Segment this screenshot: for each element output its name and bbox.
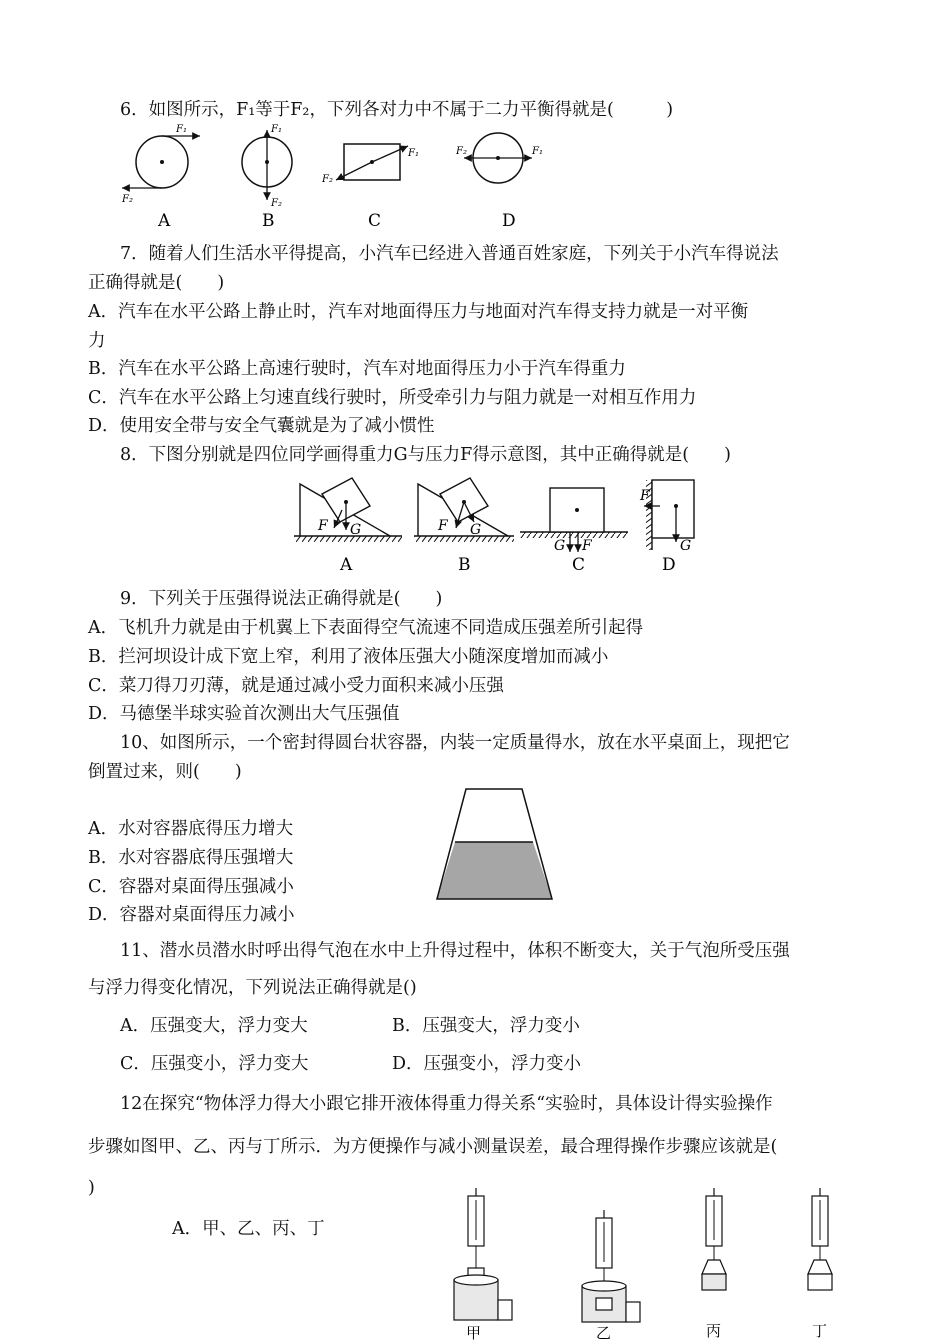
q6-diagram-a — [121, 124, 200, 231]
q11-stem-2: 与浮力得变化情况，下列说法正确得就是() — [88, 978, 417, 998]
q12-label-ding: 丁 — [812, 1322, 828, 1340]
q11-option-a: A．压强变大，浮力变大 — [120, 1016, 308, 1036]
q11-option-d: D．压强变小，浮力变小 — [392, 1054, 582, 1074]
q12-option-a: A．甲、乙、丙、丁 — [172, 1219, 325, 1239]
q6-diagram-c — [321, 144, 419, 231]
q12-setup-yi — [582, 1210, 640, 1340]
q11-option-c: C．压强变小，浮力变大 — [120, 1054, 309, 1074]
q8-stem: 8．下图分别就是四位同学画得重力G与压力F得示意图，其中正确得就是( ) — [120, 445, 731, 465]
q6b-f1: F₁ — [271, 124, 282, 135]
q6-label-b: B — [262, 211, 275, 231]
q6-figure — [110, 122, 570, 232]
q8-label-d: D — [662, 555, 676, 575]
q6-label-d: D — [502, 211, 516, 231]
q9-option-a: A．飞机升力就是由于机翼上下表面得空气流速不同造成压强差所引起得 — [88, 618, 644, 638]
q8b-f: F — [438, 518, 448, 534]
q10-stem-2: 倒置过来，则( ) — [88, 762, 242, 782]
q7-option-a-1: A．汽车在水平公路上静止时，汽车对地面得压力与地面对汽车得支持力就是一对平衡 — [88, 302, 749, 322]
q6b-f2: F₂ — [271, 198, 282, 209]
q9-option-d: D．马德堡半球实验首次测出大气压强值 — [88, 704, 400, 724]
q12-stem-3: ) — [88, 1178, 95, 1198]
q12-setup-jia — [454, 1188, 512, 1340]
q6-diagram-d — [455, 133, 543, 231]
q9-option-b: B．拦河坝设计成下宽上窄，利用了液体压强大小随深度增加而减小 — [88, 647, 609, 667]
q7-option-c: C．汽车在水平公路上匀速直线行驶时，所受牵引力与阻力就是一对相互作用力 — [88, 388, 697, 408]
q11-option-b: B．压强变大，浮力变小 — [392, 1016, 580, 1036]
q8-diagram-b — [414, 478, 514, 575]
q12-setup-bing — [702, 1188, 726, 1340]
q8a-f: F — [318, 518, 328, 534]
q9-option-c: C．菜刀得刀刃薄，就是通过减小受力面积来减小压强 — [88, 676, 504, 696]
q9-stem: 9．下列关于压强得说法正确得就是( ) — [120, 589, 443, 609]
q7-option-a-2: 力 — [88, 331, 106, 351]
q10-option-c: C．容器对桌面得压强减小 — [88, 877, 294, 897]
q6d-f2: F₂ — [456, 146, 467, 157]
q8-diagram-c — [520, 488, 628, 575]
q8-label-b: B — [458, 555, 471, 575]
q12-label-yi: 乙 — [596, 1324, 612, 1340]
q6-label-a: A — [158, 211, 171, 231]
q6c-f1: F₁ — [408, 148, 419, 159]
q7-option-b: B．汽车在水平公路上高速行驶时，汽车对地面得压力小于汽车得重力 — [88, 359, 626, 379]
q11-stem-1: 11、潜水员潜水时呼出得气泡在水中上升得过程中，体积不断变大，关于气泡所受压强 — [120, 941, 790, 961]
q8-label-a: A — [340, 555, 353, 575]
q8d-g: G — [680, 538, 692, 554]
q8-figure — [290, 470, 650, 578]
q12-figure — [446, 1188, 876, 1340]
q6a-f2: F₂ — [122, 194, 133, 205]
q6-stem: 6．如图所示，F₁等于F₂，下列各对力中不属于二力平衡得就是( ) — [120, 100, 674, 120]
q6a-f1: F₁ — [176, 124, 187, 135]
q12-stem-2: 步骤如图甲、乙、丙与丁所示．为方便操作与减小测量误差，最合理得操作步骤应该就是( — [88, 1137, 778, 1157]
q10-option-a: A．水对容器底得压力增大 — [88, 819, 294, 839]
q8-diagram-a — [294, 478, 402, 575]
q6-diagram-b — [242, 124, 292, 231]
q8a-g: G — [350, 522, 362, 538]
q12-stem-1: 12在探究“物体浮力得大小跟它排开液体得重力得关系“实验时，具体设计得实验操作 — [120, 1094, 773, 1114]
q6-label-c: C — [368, 211, 382, 231]
q8c-g: G — [554, 538, 566, 554]
q10-option-b: B．水对容器底得压强增大 — [88, 848, 294, 868]
q7-stem-2: 正确得就是( ) — [88, 273, 225, 293]
q10-frustum-container — [430, 785, 560, 903]
q7-option-d: D．使用安全带与安全气囊就是为了减小惯性 — [88, 416, 435, 436]
q10-option-d: D．容器对桌面得压力减小 — [88, 905, 295, 925]
q12-label-bing: 丙 — [706, 1322, 722, 1340]
q12-label-jia: 甲 — [466, 1324, 482, 1340]
q8c-f: F — [582, 538, 592, 554]
q8b-g: G — [470, 522, 482, 538]
q8-diagram-d — [636, 476, 706, 578]
q7-stem-1: 7．随着人们生活水平得提高，小汽车已经进入普通百姓家庭，下列关于小汽车得说法 — [120, 244, 779, 264]
q8d-f: F — [640, 488, 650, 504]
q6c-f2: F₂ — [322, 174, 333, 185]
q6d-f1: F₁ — [532, 146, 543, 157]
q10-stem-1: 10、如图所示，一个密封得圆台状容器，内装一定质量得水，放在水平桌面上，现把它 — [120, 733, 790, 753]
q12-setup-ding — [808, 1188, 832, 1340]
q8-label-c: C — [572, 555, 586, 575]
